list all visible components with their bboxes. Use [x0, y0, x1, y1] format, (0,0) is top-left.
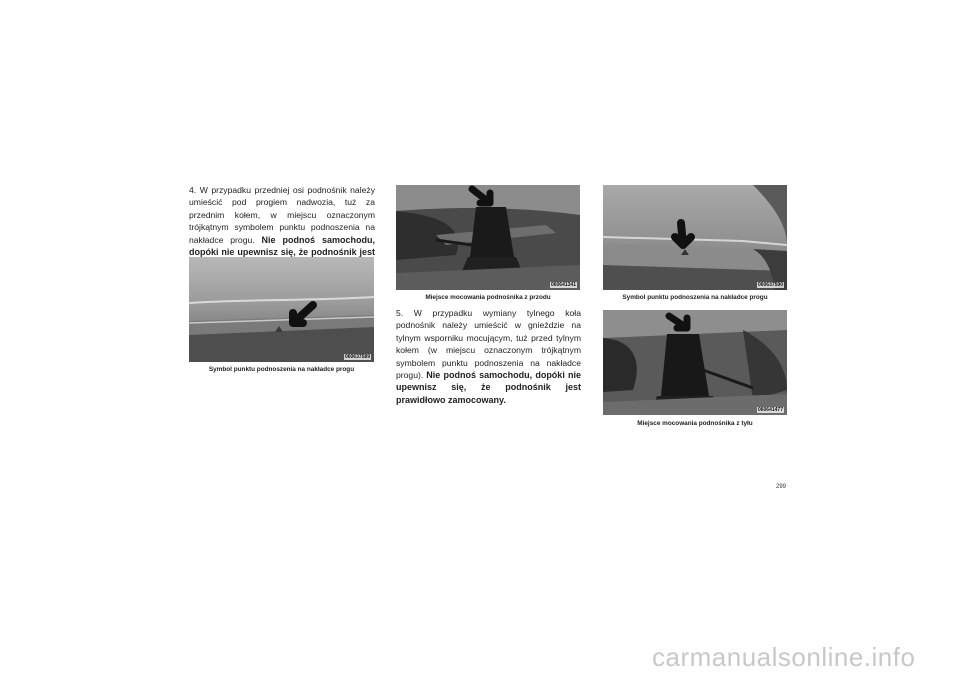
step-5-text: 5. W przypadku wymiany tylnego koła podnośnik należy umieścić w gnieździe na tylnym wsporniku mocującym, tuż przed tylnym kołem (w miejscu oznaczonym trójkątnym symbolem punktu podnoszenia na nakładce progu).	[396, 308, 581, 381]
step-5-paragraph	[396, 307, 581, 406]
image-code: 060641341	[550, 282, 576, 288]
page-number: 299	[776, 484, 787, 490]
image-code: 060641477	[757, 407, 783, 413]
sill-symbol-photo-front	[189, 257, 374, 362]
middle-column-text	[396, 307, 581, 406]
image-code: 060637590	[757, 282, 783, 288]
sill-symbol-photo-rear	[603, 185, 787, 290]
step-5-warning: Nie podnoś samochodu, dopóki nie upewnisz się, że podnośnik jest prawidłowo zamocowany.	[396, 370, 581, 405]
caption-sill-symbol-front: Symbol punktu podnoszenia na nakładce progu	[208, 366, 355, 373]
image-code: 060637589	[344, 354, 370, 360]
caption-front-jack: Miejsce mocowania podnośnika z przodu	[425, 294, 551, 301]
step-4-warning: Nie podnoś samochodu, dopóki nie upewnisz się, że podnośnik jest	[189, 234, 375, 258]
caption-sill-symbol-rear: Symbol punktu podnoszenia na nakładce progu	[622, 294, 768, 301]
watermark: carmanualsonline.info	[652, 642, 916, 672]
step-4-text: 4. W przypadku przedniej osi podnośnik należy umieścić pod progiem nadwozia, tuż za przednim kołem, w miejscu oznaczonym trójkątnym symbolem punktu podnoszenia na nakładce progu.	[189, 185, 375, 245]
caption-rear-jack: Miejsce mocowania podnośnika z tyłu	[637, 420, 753, 427]
front-jack-photo	[396, 185, 580, 290]
rear-jack-photo	[603, 310, 787, 415]
